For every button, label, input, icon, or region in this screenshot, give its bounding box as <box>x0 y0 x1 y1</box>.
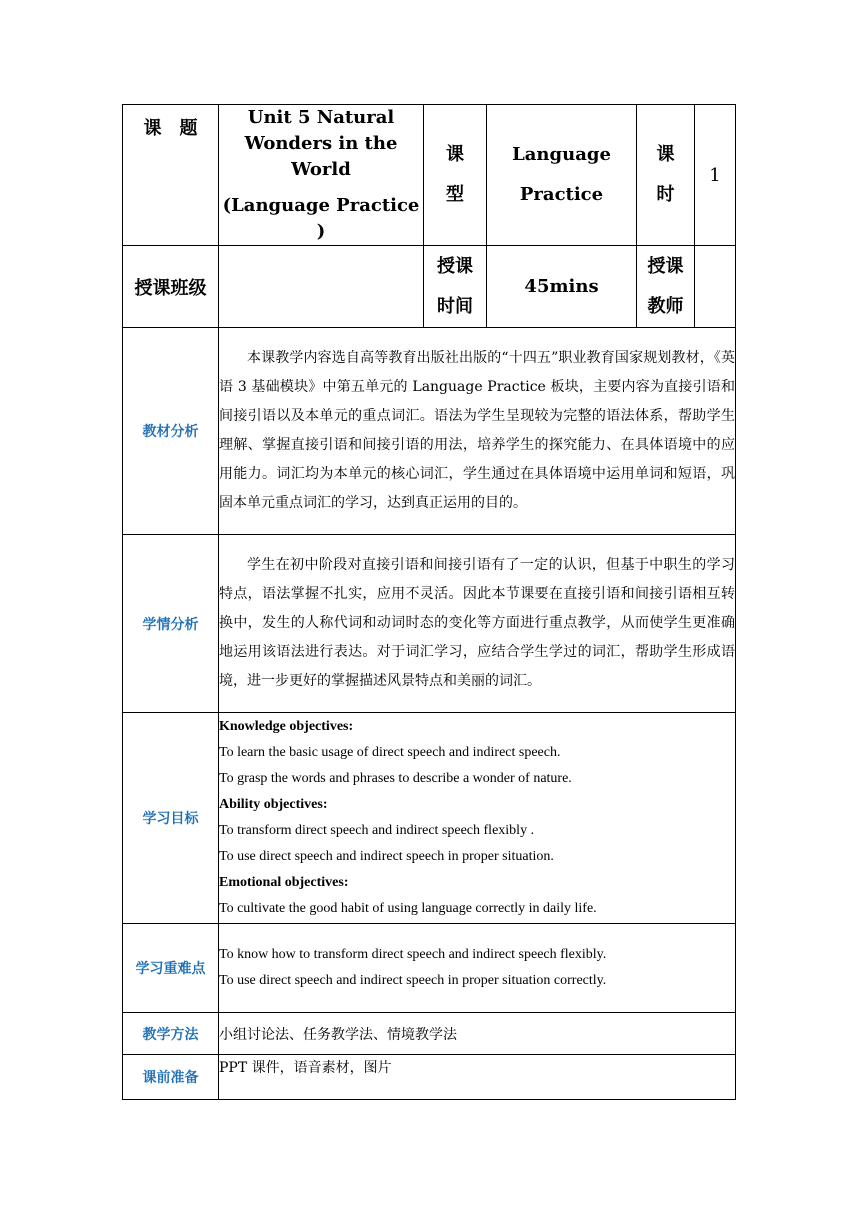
hours-label: 课时 <box>656 144 675 205</box>
hours-value: 1 <box>709 164 721 186</box>
objectives-label-text: 学习目标 <box>142 811 199 827</box>
hours-value-cell <box>695 105 736 246</box>
time-value: 45mins <box>524 275 599 297</box>
lesson-plan-table <box>122 104 736 1100</box>
type-value-cell <box>487 105 637 246</box>
class-label-cell <box>123 246 219 328</box>
time-label-cell <box>424 246 487 328</box>
teacher-value-cell <box>695 246 736 328</box>
preparation-text: PPT 课件，语音素材，图片 <box>219 1055 736 1100</box>
preparation-label <box>123 1055 219 1100</box>
info-row <box>123 246 736 328</box>
key-points-content <box>219 924 736 1013</box>
textbook-analysis-label-text: 教材分析 <box>142 424 199 440</box>
knowledge-objectives-heading: Knowledge objectives: <box>219 719 354 734</box>
key-points-label <box>123 924 219 1013</box>
ability-objective-2: To use direct speech and indirect speech in proper situation. <box>219 849 554 864</box>
hours-label-cell <box>637 105 695 246</box>
student-analysis-text: 学生在初中阶段对直接引语和间接引语有了一定的认识，但基于中职生的学习特点，语法掌握不扎实，应用不灵活。因此本节课要在直接引语和间接引语相互转换中，发生的人称代词和动词时态的变化等方面进行重点教学，从而使学生更准确地运用该语法进行表达。对于词汇学习，应结合学生学过的词汇，帮助学生形成语境，进一步更好的掌握描述风景特点和美丽的词汇。 <box>219 535 736 713</box>
key-points-row <box>123 924 736 1013</box>
objectives-content <box>219 713 736 924</box>
textbook-analysis-text: 本课教学内容选自高等教育出版社出版的“十四五”职业教育国家规划教材，《英语 3 基础模块》中第五单元的 Language Practice 板块，主要内容为直接引语和间接引语以及本单元的重点词汇。语法为学生呈现较为完整的语法体系，帮助学生理解、掌握直接引语和间接引语的用法，培养学生的探究能力、在具体语境中的应用能力。词汇均为本单元的核心词汇，学生通过在具体语境中运用单词和短语，巩固本单元重点词汇的学习，达到真正运用的目的。 <box>219 328 736 535</box>
ability-objectives-heading: Ability objectives: <box>219 797 328 812</box>
knowledge-objective-2: To grasp the words and phrases to describe a wonder of nature. <box>219 771 572 786</box>
time-value-cell <box>487 246 637 328</box>
lesson-title-cell <box>219 105 424 246</box>
teacher-label-cell <box>637 246 695 328</box>
ability-objective-1: To transform direct speech and indirect speech flexibly . <box>219 823 535 838</box>
student-analysis-row <box>123 535 736 713</box>
objectives-label <box>123 713 219 924</box>
class-value-cell <box>219 246 424 328</box>
textbook-analysis-label <box>123 328 219 535</box>
emotional-objective-1: To cultivate the good habit of using language correctly in daily life. <box>219 901 597 916</box>
time-label: 授课时间 <box>437 255 473 317</box>
header-row <box>123 105 736 246</box>
methods-label <box>123 1013 219 1055</box>
lesson-subtitle: (Language Practice ) <box>222 195 420 242</box>
type-label-cell <box>424 105 487 246</box>
knowledge-objective-1: To learn the basic usage of direct speech and indirect speech. <box>219 745 561 760</box>
student-analysis-label <box>123 535 219 713</box>
topic-label <box>123 105 219 246</box>
textbook-analysis-row <box>123 328 736 535</box>
topic-label-text: 课 题 <box>143 118 198 139</box>
teacher-label: 授课教师 <box>647 255 684 317</box>
objectives-row <box>123 713 736 924</box>
student-analysis-label-text: 学情分析 <box>142 616 199 633</box>
preparation-row <box>123 1055 736 1100</box>
lesson-title: Unit 5 Natural Wonders in the World <box>244 107 398 180</box>
class-label: 授课班级 <box>134 277 207 299</box>
key-points-label-text: 学习重难点 <box>135 961 206 977</box>
key-point-2: To use direct speech and indirect speech in proper situation correctly. <box>219 973 607 988</box>
methods-row <box>123 1013 736 1055</box>
key-point-1: To know how to transform direct speech and indirect speech flexibly. <box>219 947 607 962</box>
methods-label-text: 教学方法 <box>142 1026 199 1043</box>
methods-text: 小组讨论法、任务教学法、情境教学法 <box>219 1013 736 1055</box>
type-value: Language Practice <box>512 144 611 205</box>
preparation-label-text: 课前准备 <box>142 1070 199 1086</box>
emotional-objectives-heading: Emotional objectives: <box>219 875 349 890</box>
type-label: 课型 <box>446 144 464 205</box>
